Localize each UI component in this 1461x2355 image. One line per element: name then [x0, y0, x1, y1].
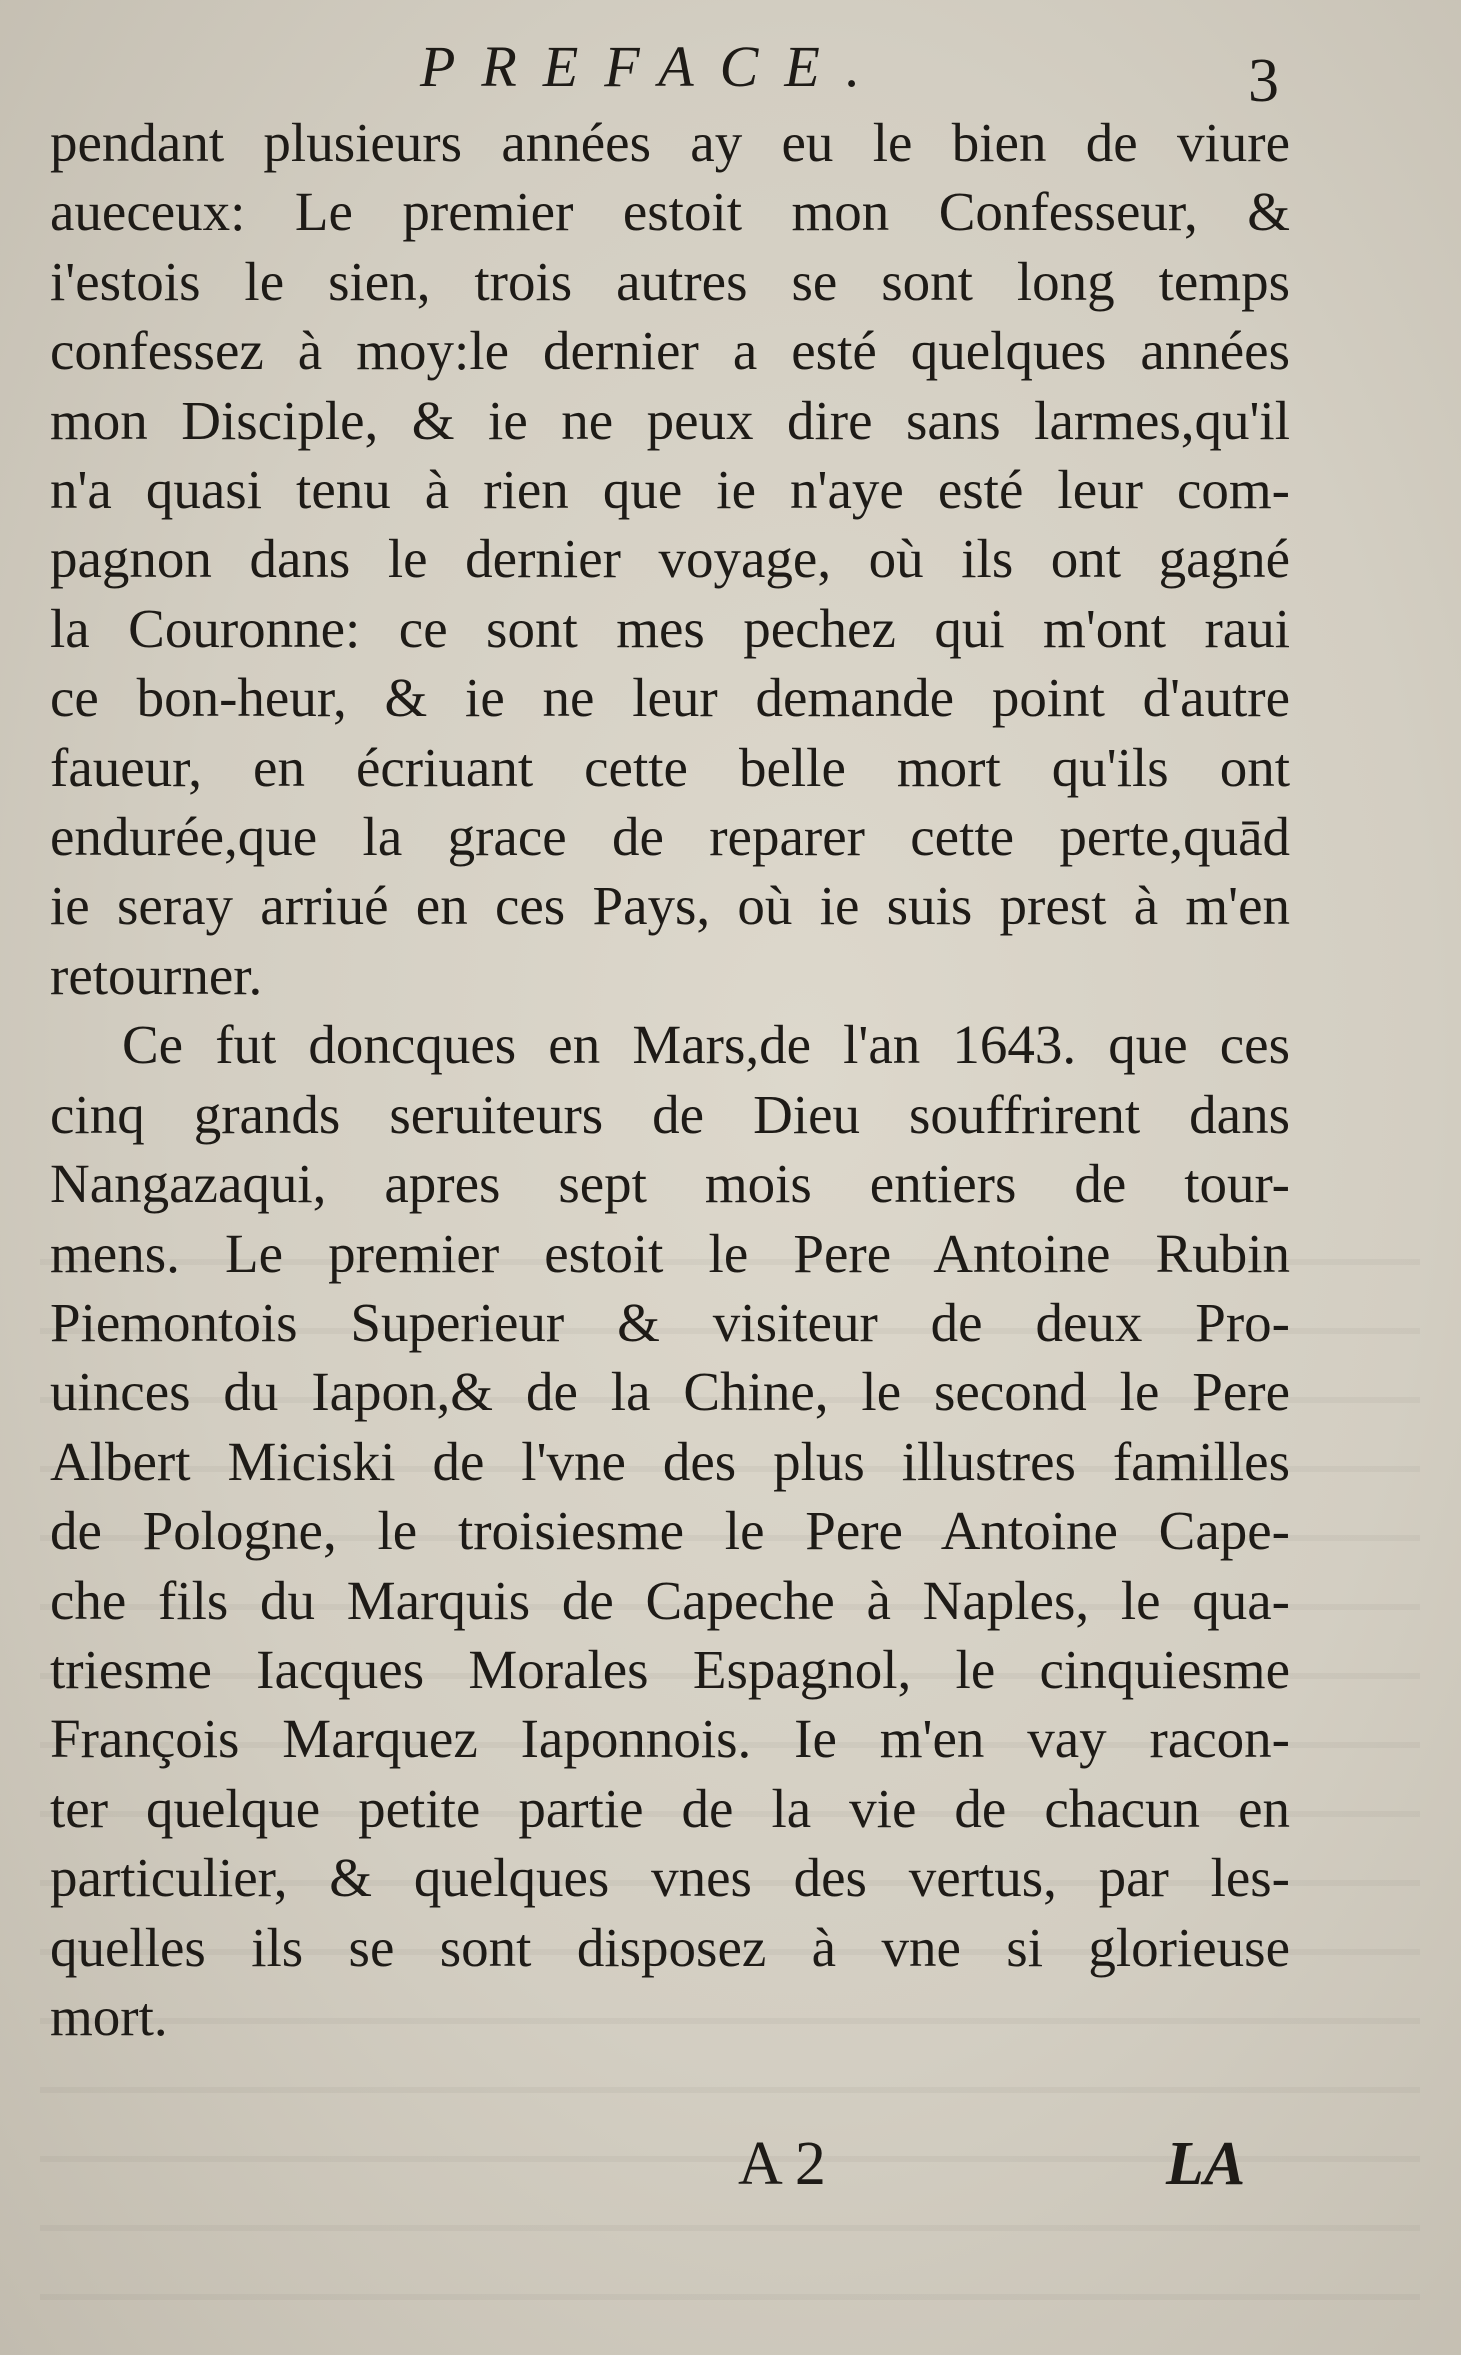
text-line: ter quelque petite partie de la vie de chacun en [50, 1777, 1290, 1839]
text-line: cinq grands seruiteurs de Dieu souffrirent dans [50, 1083, 1290, 1145]
text-line: mon Disciple, & ie ne peux dire sans larmes,qu'il [50, 389, 1290, 451]
page-number: 3 [1248, 47, 1279, 115]
text-line: uinces du Iapon,& de la Chine, le second le Pere [50, 1361, 1290, 1423]
running-head: PREFACE. [420, 34, 887, 99]
text-line: particulier, & quelques vnes des vertus, par les- [50, 1847, 1290, 1909]
text-line: mens. Le premier estoit le Pere Antoine Rubin [50, 1222, 1290, 1284]
catchword: LA [1166, 2130, 1246, 2198]
text-line: ie seray arriué en ces Pays, où ie suis prest à m'en [50, 875, 1290, 937]
text-line: de Pologne, le troisiesme le Pere Antoine Cape- [50, 1500, 1290, 1562]
text-line: mort. [50, 1985, 168, 2047]
text-line: François Marquez Iaponnois. Ie m'en vay racon- [50, 1708, 1290, 1770]
text-line: la Couronne: ce sont mes pechez qui m'ont raui [50, 597, 1290, 659]
text-line: retourner. [50, 944, 263, 1006]
text-line: Nangazaqui, apres sept mois entiers de tour- [50, 1153, 1290, 1215]
text-line: quelles ils se sont disposez à vne si glorieuse [50, 1916, 1290, 1978]
text-line: confessez à moy:le dernier a esté quelques années [50, 320, 1290, 382]
text-line: triesme Iacques Morales Espagnol, le cinquiesme [50, 1638, 1290, 1700]
body-text [50, 108, 1290, 2051]
text-line: pendant plusieurs années ay eu le bien de viure [50, 112, 1290, 173]
text-line: n'a quasi tenu à rien que ie n'aye esté leur com- [50, 459, 1290, 521]
text-line: aueceux: Le premier estoit mon Confesseur, & [50, 181, 1290, 243]
text-line: endurée,que la grace de reparer cette perte,quād [50, 806, 1290, 868]
text-line: pagnon dans le dernier voyage, où ils ont gagné [50, 528, 1290, 590]
text-line: i'estois le sien, trois autres se sont long temps [50, 250, 1290, 312]
text-line: Albert Miciski de l'vne des plus illustres familles [50, 1430, 1290, 1492]
text-line: faueur, en écriuant cette belle mort qu'ils ont [50, 736, 1290, 798]
signature-mark: A 2 [738, 2130, 826, 2198]
text-line: che fils du Marquis de Capeche à Naples, le qua- [50, 1569, 1290, 1631]
text-line: Piemontois Superieur & visiteur de deux Pro- [50, 1291, 1290, 1353]
text-line: ce bon-heur, & ie ne leur demande point d'autre [50, 667, 1290, 729]
text-line: Ce fut doncques en Mars,de l'an 1643. que ces [122, 1014, 1290, 1076]
